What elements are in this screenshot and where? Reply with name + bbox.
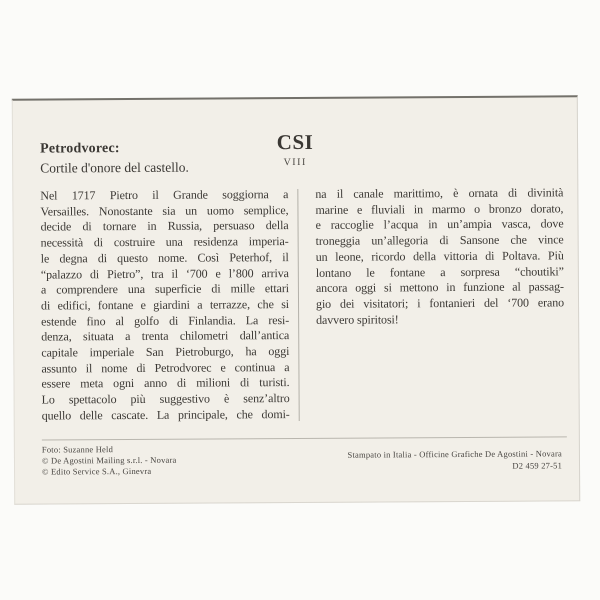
card-header-center (13, 129, 577, 169)
text-line: ancora oggi si mettono in funzione al passag- (315, 279, 564, 296)
text-line: lontano le fontane a sorpresa “choutiki” (315, 263, 564, 280)
text-line: Versailles. Nonostante sia un uomo semplice, (40, 202, 289, 219)
series-number: VIII (283, 156, 307, 169)
text-line: assunto il nome di Petrodvorec e continua a (41, 359, 290, 376)
text-line: le degna di questo nome. Così Peterhof, il (40, 249, 289, 266)
article-column-left (40, 187, 289, 424)
credit-line: Foto: Suzanne Held (41, 444, 114, 455)
credits-right (348, 447, 563, 472)
text-line: essere meta ogni anno di milioni di turisti. (41, 375, 290, 391)
card-title: Petrodvorec: (40, 141, 120, 157)
text-line: gio dei visitatori; i fontanieri del ‘700 erano (315, 295, 565, 311)
credit-line: D2 459 27-51 (512, 460, 563, 471)
text-line: un leone, ricordo della vittoria di Poltava. Più (315, 248, 564, 264)
text-line: necessità di costruire una residenza imperia- (40, 234, 289, 250)
text-line: marine e fluviali in marmo o bronzo dorato, (315, 201, 564, 217)
text-line: “palazzo di Pietro”, tra il ‘700 e l’800 arriva (40, 265, 289, 282)
credit-line: © Edito Service S.A., Ginevra (42, 465, 152, 477)
series-title: CSI (276, 129, 314, 155)
text-line: denza, situata a trenta chilometri dall’antica (41, 328, 290, 344)
text-line: estende fino al golfo di Finlandia. La resi- (41, 312, 290, 329)
text-line: Nel 1717 Pietro il Grande soggiorna a (40, 187, 289, 203)
text-line: quello delle cascate. La principale, che domi- (41, 406, 290, 423)
text-line: davvero spiritosi! (316, 311, 399, 327)
article-body (40, 185, 564, 424)
column-divider (297, 189, 299, 421)
credit-line: © De Agostini Mailing s.r.l. - Novara (41, 454, 177, 466)
credits-left (42, 444, 177, 478)
article-column-right (315, 185, 564, 422)
text-line: troneggia un’allegoria di Sansone che vince (315, 232, 564, 248)
text-line: decide di tornare in Russia, persuaso della (40, 218, 289, 234)
postcard-back (12, 95, 580, 504)
text-line: e raccoglie l’acqua in un’ampia vasca, dove (315, 216, 564, 233)
text-line: a comprendere una superficie di mille ettari (40, 281, 289, 297)
text-line: di edifici, fontane e giardini a terrazze, che si (40, 296, 290, 313)
text-line: capitale imperiale San Pietroburgo, ha oggi (41, 344, 290, 360)
text-line: na il canale marittimo, è ornata di divinità (315, 185, 564, 201)
text-line: Lo spettacolo più suggestivo è senz’altro (41, 391, 290, 407)
credit-line: Stampato in Italia - Officine Grafiche De Agostini - Novara (347, 448, 562, 460)
footer-rule (42, 436, 567, 440)
card-subtitle: Cortile d'onore del castello. (40, 159, 189, 176)
